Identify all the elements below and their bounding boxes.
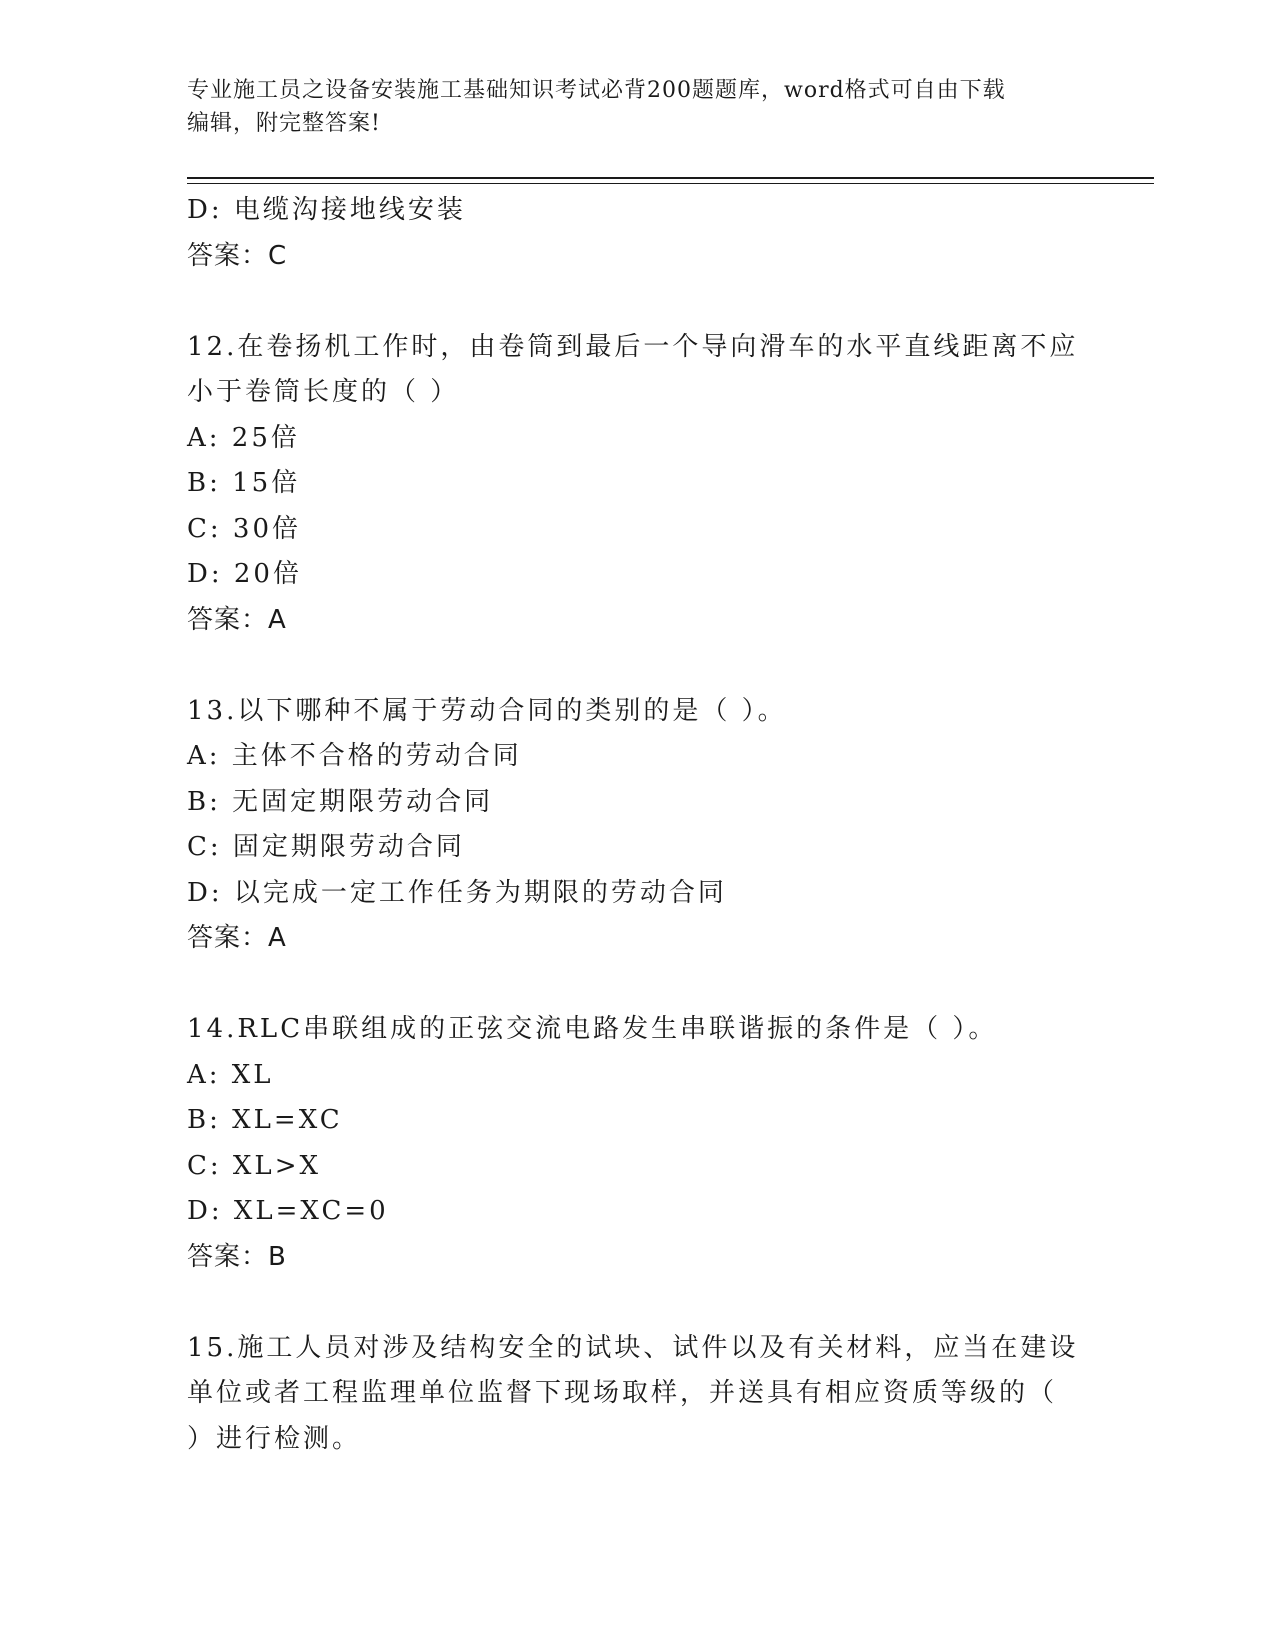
question-14-stem-line-1: 14.RLC串联组成的正弦交流电路发生串联谐振的条件是（ ）。 [187, 1014, 998, 1044]
spacer [187, 962, 1087, 1008]
question-12-stem-line-2: 小于卷筒长度的（ ） [187, 377, 460, 407]
question-14 [187, 1007, 1087, 1280]
question-12-option-d: D: 20倍 [187, 559, 302, 589]
page-header [187, 74, 1087, 140]
question-14-answer: 答案：B [187, 1241, 287, 1272]
question-13-option-c: C: 固定期限劳动合同 [187, 832, 465, 862]
spacer [187, 279, 1087, 325]
question-15-stem-line-2: 单位或者工程监理单位监督下现场取样，并送具有相应资质等级的（ [187, 1378, 1058, 1408]
prev-question-option-d: D: 电缆沟接地线安装 [187, 195, 466, 225]
question-13-option-d: D: 以完成一定工作任务为期限的劳动合同 [187, 877, 727, 908]
question-13-option-b: B: 无固定期限劳动合同 [187, 786, 494, 817]
header-divider-thin [187, 183, 1154, 184]
question-14-option-b: B: XL=XC [187, 1105, 343, 1135]
question-14-option-c: C: XL>X [187, 1150, 321, 1181]
question-15-stem-line-3: ）进行检测。 [187, 1423, 362, 1454]
question-13-answer: 答案：A [187, 923, 287, 953]
question-12-option-a: A: 25倍 [187, 422, 300, 453]
question-12-option-b: B: 15倍 [187, 468, 301, 498]
spacer [187, 1280, 1087, 1326]
question-12-answer: 答案：A [187, 604, 287, 635]
question-14-option-a: A: XL [187, 1059, 274, 1090]
question-12-option-c: C: 30倍 [187, 513, 302, 544]
prev-question-answer: 答案：C [187, 240, 288, 271]
question-content [187, 188, 1087, 1462]
question-15-stem-line-1: 15.施工人员对涉及结构安全的试块、试件以及有关材料，应当在建设 [187, 1332, 1079, 1363]
question-13-option-a: A: 主体不合格的劳动合同 [187, 741, 522, 771]
header-title-line-2: 编辑，附完整答案! [187, 111, 381, 136]
question-12 [187, 325, 1087, 644]
question-15 [187, 1326, 1087, 1463]
spacer [187, 643, 1087, 689]
header-divider-thick [187, 177, 1154, 179]
question-14-option-d: D: XL=XC=0 [187, 1196, 389, 1226]
question-12-stem-line-1: 12.在卷扬机工作时，由卷筒到最后一个导向滑车的水平直线距离不应 [187, 331, 1079, 362]
header-title-line-1: 专业施工员之设备安装施工基础知识考试必背200题题库，word格式可自由下载 [187, 78, 1006, 103]
question-13 [187, 689, 1087, 962]
question-13-stem-line-1: 13.以下哪种不属于劳动合同的类别的是（ ）。 [187, 695, 787, 726]
